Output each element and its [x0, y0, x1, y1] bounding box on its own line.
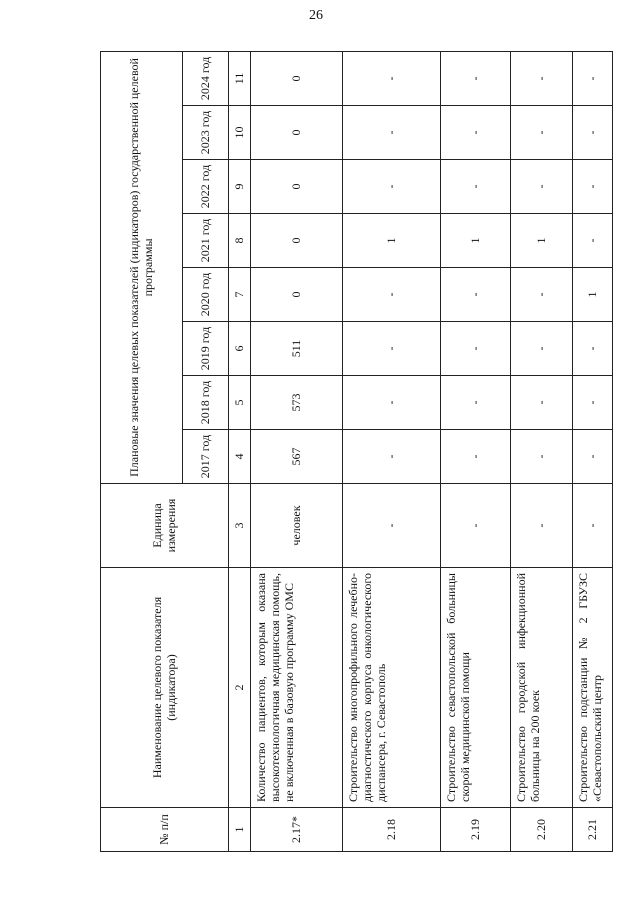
row-indicator-name: Строительство многопрофильного лечебно-диагностического корпуса онкологического диспансера, г. Севастополь	[343, 568, 441, 808]
row-value: -	[511, 322, 573, 376]
column-number: 11	[229, 51, 251, 105]
row-value: -	[441, 430, 511, 484]
column-number: 8	[229, 214, 251, 268]
row-value: 0	[251, 51, 343, 105]
row-value: -	[343, 322, 441, 376]
row-value: -	[511, 376, 573, 430]
column-number: 4	[229, 430, 251, 484]
row-value: -	[573, 322, 613, 376]
row-indicator-name: Строительство городской инфекционной больницы на 200 коек	[511, 568, 573, 808]
header-year: 2022 год	[183, 160, 229, 214]
column-number: 1	[229, 808, 251, 852]
row-value: -	[441, 376, 511, 430]
row-value: -	[343, 51, 441, 105]
row-value: -	[573, 376, 613, 430]
row-value: -	[573, 106, 613, 160]
row-value: -	[511, 106, 573, 160]
row-value: -	[573, 51, 613, 105]
row-value: 573	[251, 376, 343, 430]
row-unit: -	[343, 484, 441, 568]
row-indicator-name: Количество пациентов, которым оказана высокотехнологичная медицинская помощь, не включенная в базовую программу ОМС	[251, 568, 343, 808]
row-number: 2.19	[441, 808, 511, 852]
table-region	[100, 52, 604, 852]
column-number-row	[229, 51, 251, 851]
table-row	[573, 51, 613, 851]
row-value: -	[441, 160, 511, 214]
page-number: 26	[309, 8, 323, 23]
header-year: 2018 год	[183, 376, 229, 430]
column-number: 3	[229, 484, 251, 568]
row-value: 1	[573, 268, 613, 322]
indicators-table	[100, 51, 613, 852]
row-value: 567	[251, 430, 343, 484]
row-value: 1	[343, 214, 441, 268]
row-value: 0	[251, 160, 343, 214]
row-value: -	[573, 430, 613, 484]
row-indicator-name: Строительство подстанции № 2 ГБУЗС «Севастопольский центр	[573, 568, 613, 808]
row-value: -	[343, 268, 441, 322]
row-number: 2.17*	[251, 808, 343, 852]
header-year: 2021 год	[183, 214, 229, 268]
column-number: 5	[229, 376, 251, 430]
row-value: 0	[251, 214, 343, 268]
header-name: Наименование целевого показателя (индикатора)	[101, 568, 229, 808]
row-value: -	[441, 106, 511, 160]
table-row	[251, 51, 343, 851]
header-year: 2019 год	[183, 322, 229, 376]
row-value: 0	[251, 268, 343, 322]
column-number: 9	[229, 160, 251, 214]
rotated-table-container	[100, 52, 604, 852]
header-num: № п/п	[101, 808, 229, 852]
row-number: 2.20	[511, 808, 573, 852]
column-number: 2	[229, 568, 251, 808]
row-value: -	[511, 430, 573, 484]
row-value: 1	[511, 214, 573, 268]
header-year: 2024 год	[183, 51, 229, 105]
column-number: 10	[229, 106, 251, 160]
header-unit: Единица измерения	[101, 484, 229, 568]
table-row	[511, 51, 573, 851]
header-year: 2023 год	[183, 106, 229, 160]
row-value: 511	[251, 322, 343, 376]
column-number: 7	[229, 268, 251, 322]
row-value: -	[511, 51, 573, 105]
row-indicator-name: Строительство севастопольской больницы скорой медицинской помощи	[441, 568, 511, 808]
header-year: 2020 год	[183, 268, 229, 322]
row-value: -	[343, 106, 441, 160]
row-value: -	[441, 268, 511, 322]
row-value: -	[343, 160, 441, 214]
row-unit: -	[573, 484, 613, 568]
row-value: -	[573, 214, 613, 268]
table-row	[343, 51, 441, 851]
header-year: 2017 год	[183, 430, 229, 484]
row-unit: -	[441, 484, 511, 568]
row-value: -	[511, 268, 573, 322]
row-number: 2.21	[573, 808, 613, 852]
row-value: -	[441, 51, 511, 105]
column-number: 6	[229, 322, 251, 376]
row-value: -	[343, 376, 441, 430]
header-planned-values: Плановые значения целевых показателей (индикаторов) государственной целевой программы	[101, 51, 183, 483]
row-value: -	[441, 322, 511, 376]
row-value: -	[573, 160, 613, 214]
row-value: -	[343, 430, 441, 484]
row-value: 1	[441, 214, 511, 268]
row-unit: человек	[251, 484, 343, 568]
table-row	[441, 51, 511, 851]
row-value: -	[511, 160, 573, 214]
row-unit: -	[511, 484, 573, 568]
row-number: 2.18	[343, 808, 441, 852]
row-value: 0	[251, 106, 343, 160]
